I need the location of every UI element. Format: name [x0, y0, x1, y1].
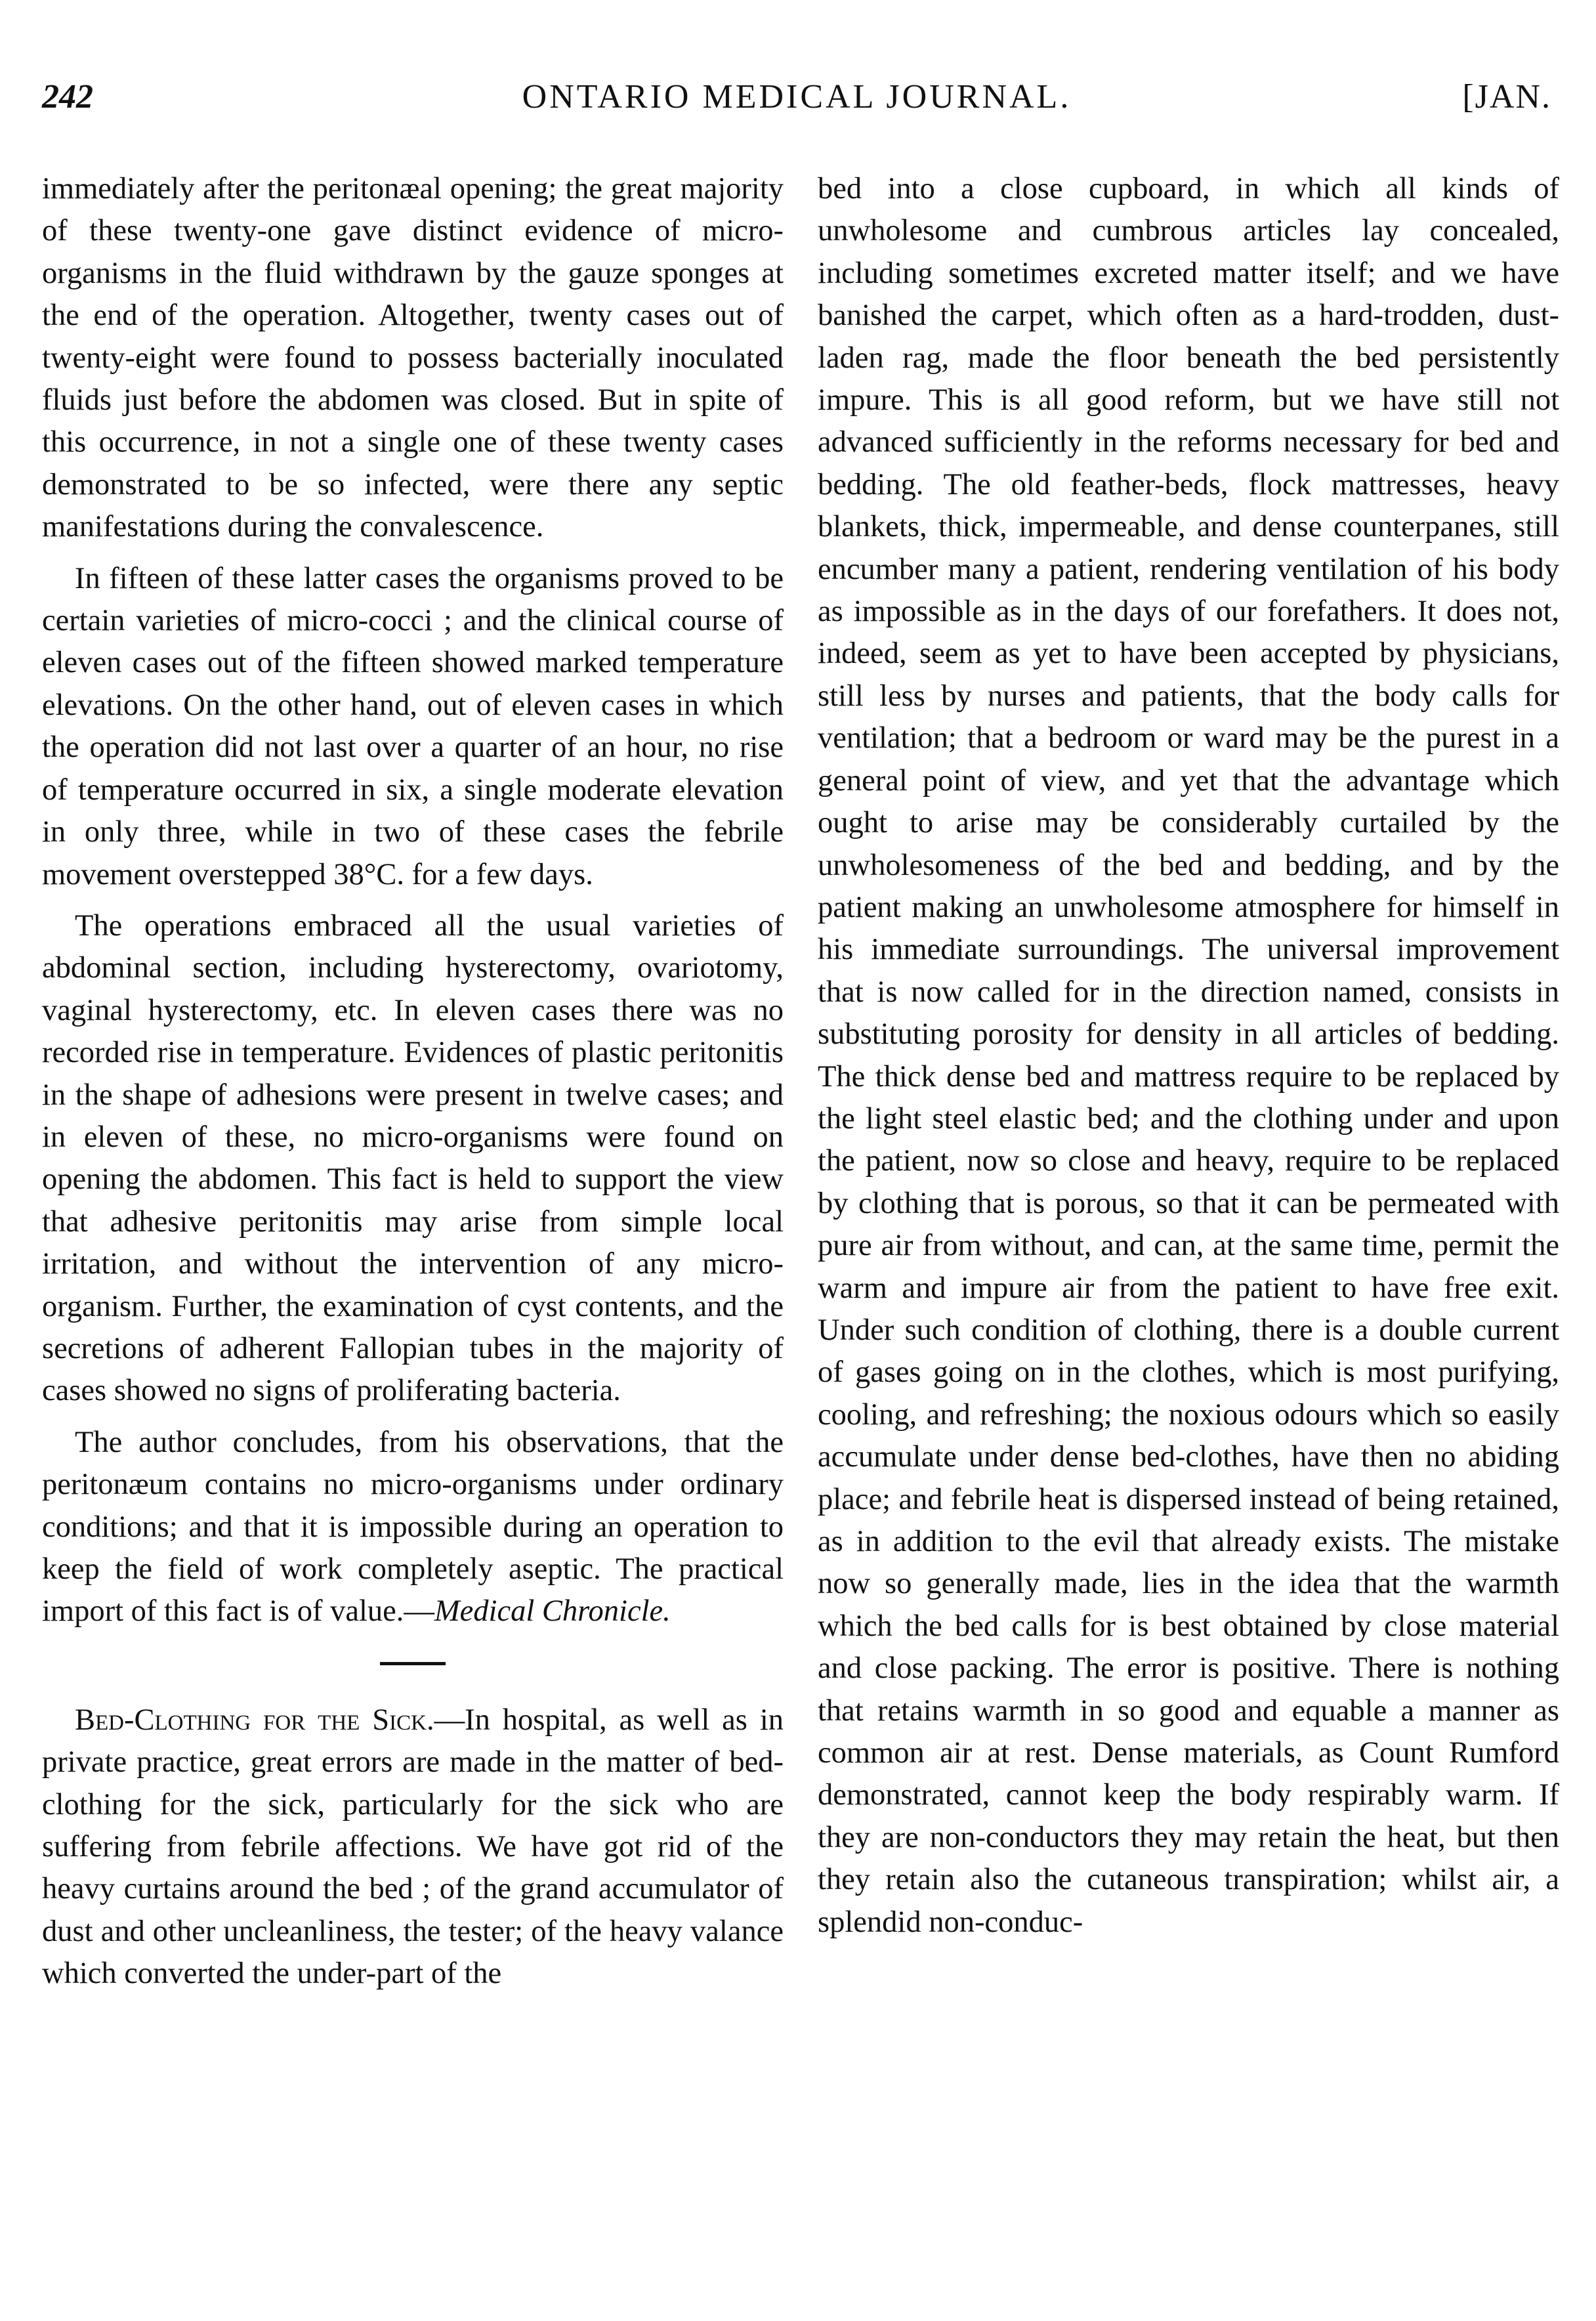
issue-month: [JAN.: [1462, 78, 1551, 116]
page-header: [42, 77, 1551, 140]
left-paragraph-2: In fifteen of these latter cases the organisms proved to be certain varieties of micro-cocci ; and the clinical course of eleven cases out of the fifteen showed marked temperature elevations. On the other hand, out of eleven cases in which the operation did not last over a quarter of an hour, no rise of temperature occurred in six, a single moderate elevation in only three, while in two of these cases the febrile movement overstepped 38°C. for a few days.: [42, 561, 784, 891]
right-paragraph-1: bed into a close cupboard, in which all kinds of unwholesome and cumbrous articles lay concealed, including sometimes excreted matter itself; and we have banished the carpet, which often as a hard-trodden, dust-laden rag, made the floor beneath the bed persistently impure. This is all good reform, but we have still not advanced sufficiently in the reforms necessary for bed and bedding. The old feather-beds, flock mattresses, heavy blankets, thick, impermeable, and dense counterpanes, still encumber many a patient, rendering ventilation of his body as impossible as in the days of our forefathers. It does not, indeed, seem as yet to have been accepted by physicians, still less by nurses and patients, that the body calls for ventilation; that a bedroom or ward may be the purest in a general point of view, and yet that the advantage which ought to arise may be considerably curtailed by the unwholesomeness of the bed and bedding, and by the patient making an unwholesome atmosphere for himself in his immediate surroundings. The universal improvement that is now called for in the direction named, consists in substituting porosity for density in all articles of bedding. The thick dense bed and mattress require to be replaced by the light steel elastic bed; and the clothing under and upon the patient, now so close and heavy, require to be replaced by clothing that is porous, so that it can be permeated with pure air from without, and can, at the same time, permit the warm and impure air from the patient to have free exit. Under such condition of clothing, there is a double current of gases going on in the clothes, which is most purifying, cooling, and refreshing; the noxious odours which so easily accumulate under dense bed-clothes, have then no abiding place; and febrile heat is dispersed instead of being retained, as in addition to the evil that already exists. The mistake now so generally made, lies in the idea that the warmth which the bed calls for is best obtained by close material and close packing. The error is positive. There is nothing that retains warmth in so good and equable a manner as common air at rest. Dense materials, as Count Rumford demonstrated, cannot keep the body respirably warm. If they are non-conductors they may retain the heat, but then they retain also the cutaneous transpiration; whilst air, a splendid non-conduc-: [818, 172, 1559, 1939]
left-paragraph-3: The operations embraced all the usual varieties of abdominal section, including hysterectomy, ovariotomy, vaginal hysterectomy, etc. In eleven cases there was no recorded rise in temperature. Evidences of plastic peritonitis in the shape of adhesions were present in twelve cases; and in eleven of these, no micro-organisms were found on opening the abdomen. This fact is held to support the view that adhesive peritonitis may arise from simple local irritation, and without the intervention of any micro-organism. Further, the examination of cyst contents, and the secretions of adherent Fallopian tubes in the majority of cases showed no signs of proliferating bacteria.: [42, 908, 784, 1408]
left-paragraph-5: [42, 1699, 784, 1995]
page-number: 242: [42, 78, 93, 116]
journal-title: ONTARIO MEDICAL JOURNAL.: [522, 78, 1072, 116]
conclusion-text: The author concludes, from his observations, that the peritonæum contains no micro-organisms under ordinary conditions; and that it is impossible during an operation to keep the field of work completely aseptic. The practical import of this fact is of value.—: [42, 1425, 784, 1629]
section-text: —In hospital, as well as in private practice, great errors are made in the matter of bed-clothing for the sick, particularly for the sick who are suffering from febrile affections. We have got rid of the heavy curtains around the bed ; of the grand accumulator of dust and other uncleanliness, the tester; of the heavy valance which converted the under-part of the: [42, 1703, 784, 1991]
left-paragraph-1: immediately after the peritonæal opening; the great majority of these twenty-one gave distinct evidence of micro-organisms in the fluid withdrawn by the gauze sponges at the end of the operation. Altogether, twenty cases out of twenty-eight were found to possess bacterially inoculated fluids just before the abdomen was closed. But in spite of this occurrence, in not a single one of these twenty cases demonstrated to be so infected, were there any septic manifestations during the convalescence.: [42, 172, 784, 544]
left-paragraph-4: [42, 1422, 784, 1633]
source-citation: Medical Chronicle.: [434, 1594, 671, 1629]
section-divider: [380, 1662, 446, 1665]
section-heading: Bed-Clothing for the Sick.: [75, 1703, 434, 1737]
right-column: [818, 168, 1559, 1953]
left-column: [42, 168, 784, 2005]
